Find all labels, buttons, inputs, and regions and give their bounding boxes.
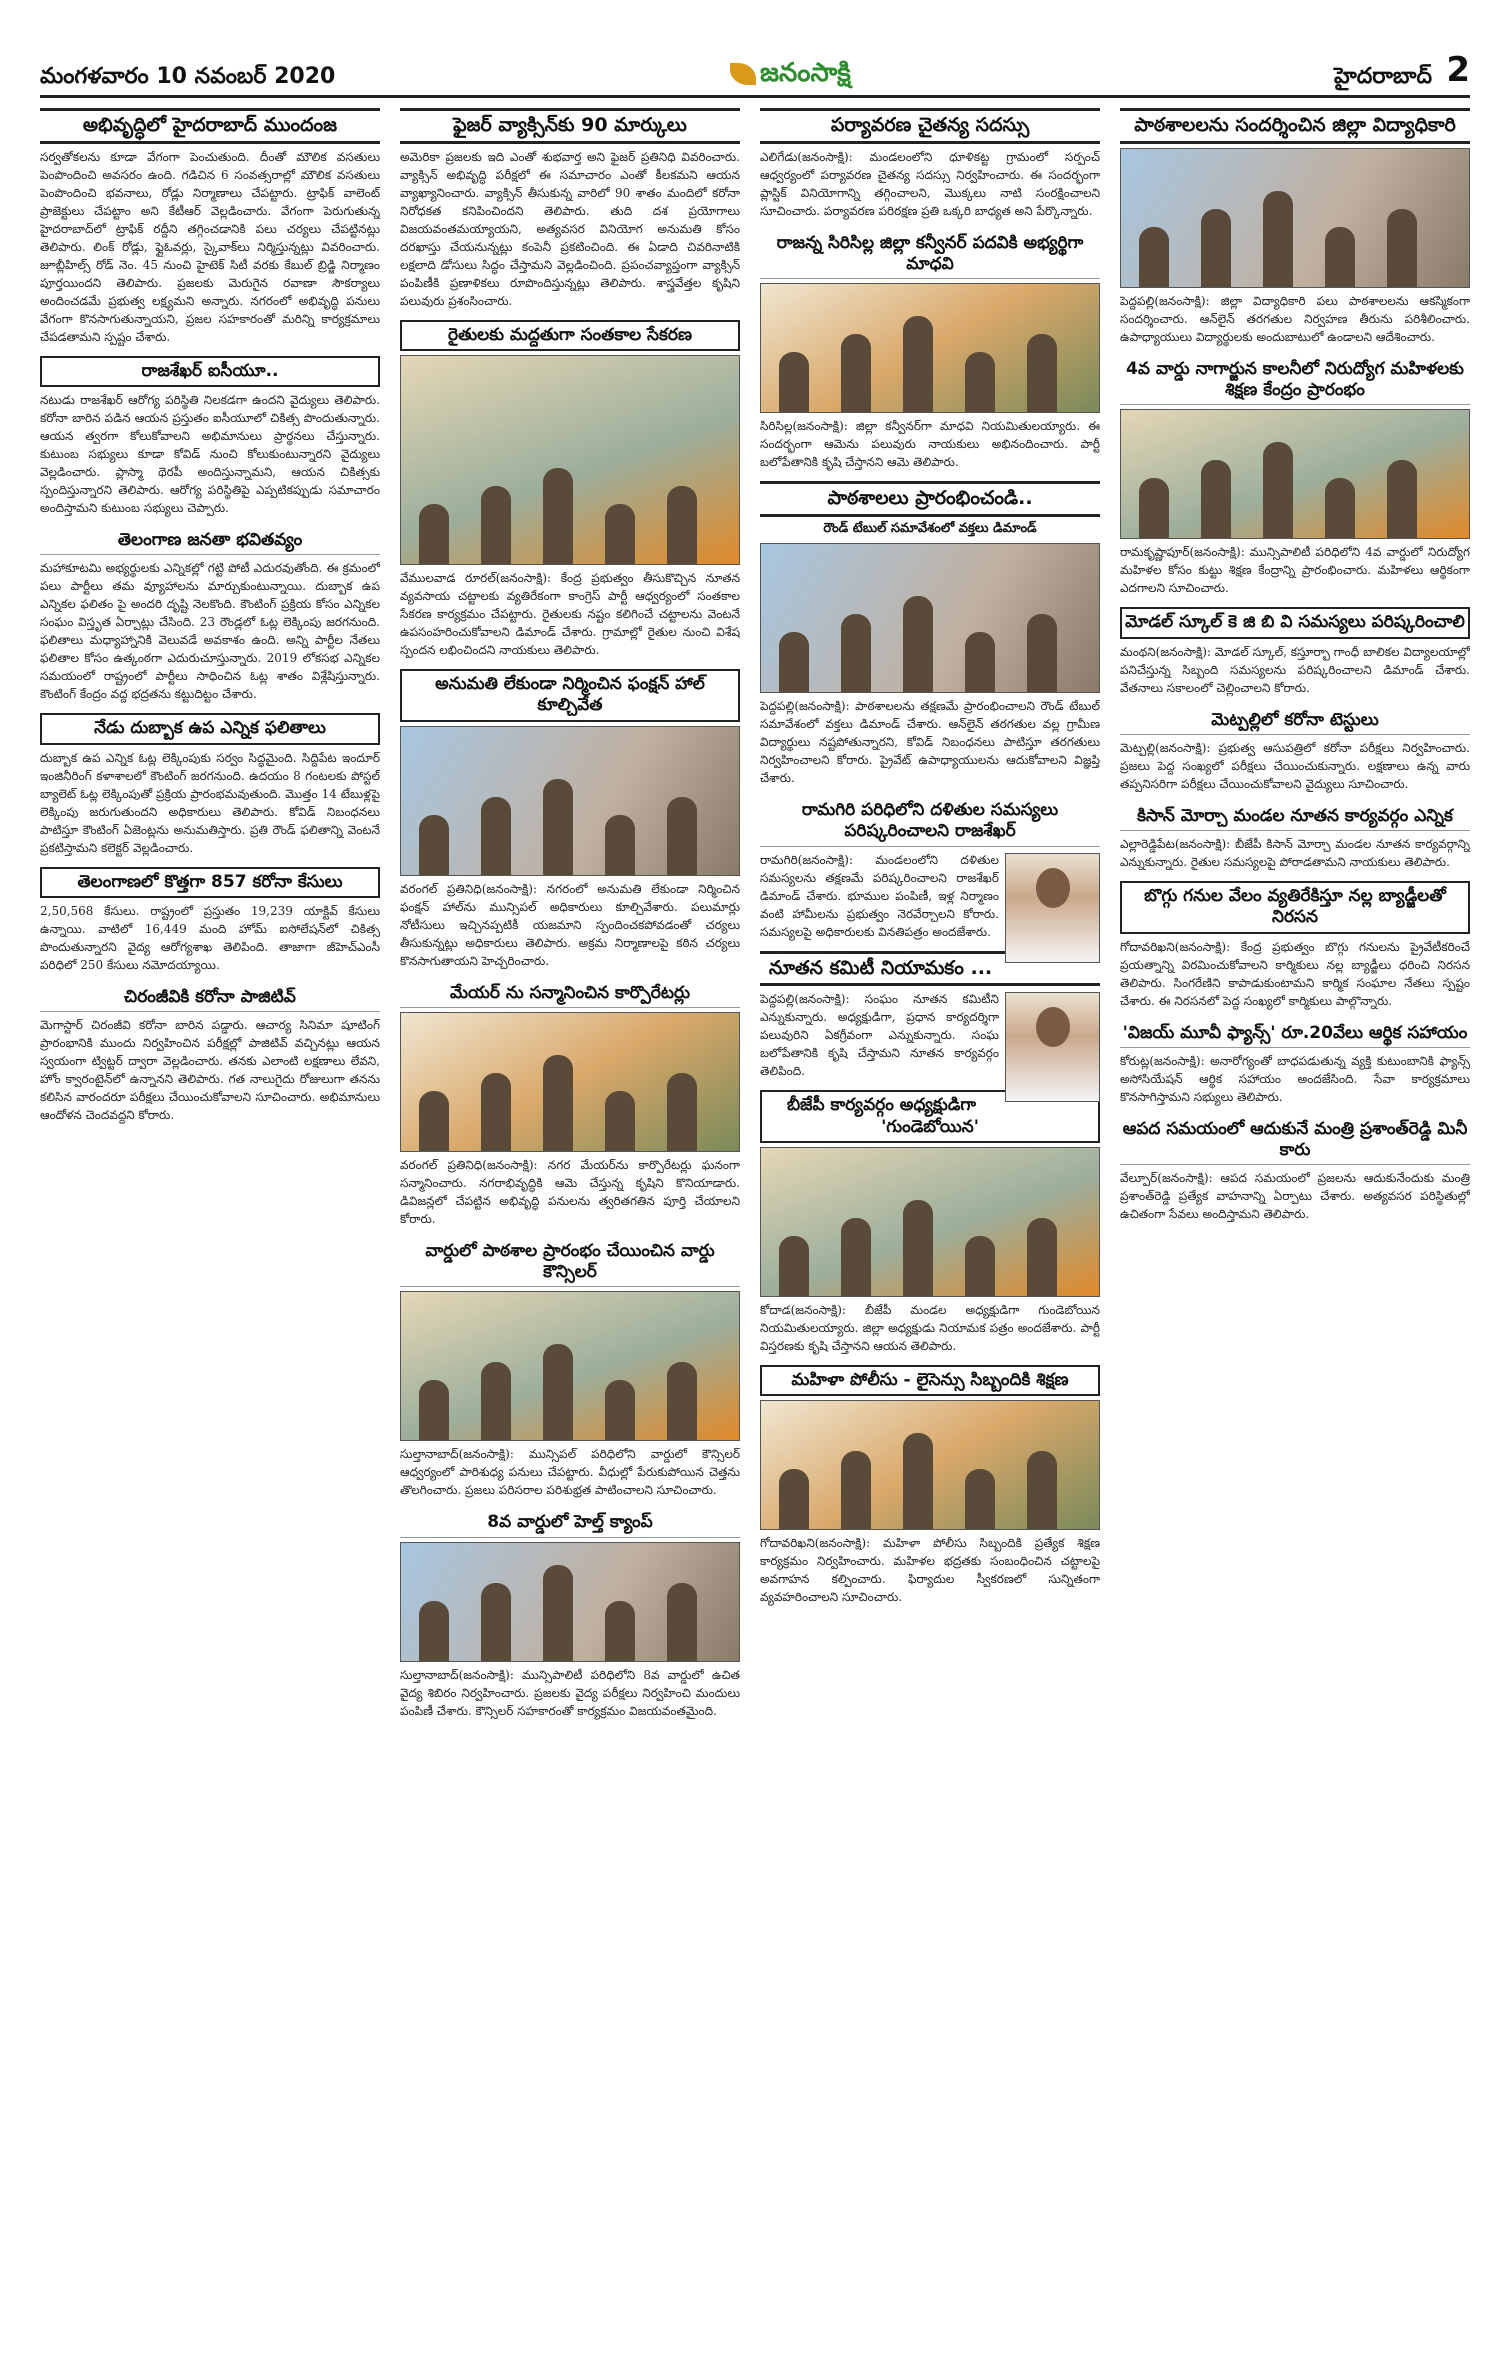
- story-headline: అభివృద్ధిలో హైదరాబాద్ ముందంజ: [40, 108, 380, 144]
- news-story: [40, 713, 380, 856]
- story-subheadline: రౌండ్ టేబుల్ సమావేశంలో వక్తలు డిమాండ్: [823, 521, 1037, 536]
- photo-person-figure: [481, 486, 511, 564]
- story-body: [760, 1301, 1100, 1355]
- news-story: [400, 1509, 740, 1719]
- news-story: [400, 108, 740, 310]
- news-story: [400, 320, 740, 659]
- story-text: నటుడు రాజశేఖర్ ఆరోగ్య పరిస్థితి నిలకడగా ఉందని వైద్యులు తెలిపారు. కరోనా బారిన పడిన ఆయన ప్రస్తుతం ఐసీయూలో చికిత్స పొందుతున్నారు. ఆయన త్వరగా కోలుకోవాలని అభిమానులు ప్రార్థనలు చేస్తున్నారు. కుటుంబ సభ్యులు కూడా కోవిడ్ నుంచి కోలుకుంటున్నారని వైద్యులు వెల్లడించారు. ప్లాస్మా థెరపీ అందిస్తున్నామని, ఆయన చికిత్సకు స్పందిస్తున్నారని తెలిపారు. ఆరోగ్య పరిస్థితిపై ఎప్పటికప్పుడు సమాచారం అందిస్తామని కుటుంబ సభ్యులు చెప్పారు.: [40, 393, 380, 515]
- photo-person-figure: [605, 1601, 635, 1661]
- story-headline: బొగ్గు గనుల వేలం వ్యతిరేకిస్తూ నల్ల బ్యాడ్జీలతో నిరసన: [1120, 881, 1470, 934]
- photo-person-figure: [667, 1362, 697, 1440]
- story-headline: రైతులకు మద్దతుగా సంతకాల సేకరణ: [400, 320, 740, 351]
- story-headline: రాజన్న సిరిసిల్ల జిల్లా కన్వీనర్ పదవికి అభ్యర్థిగా మాధవి: [760, 230, 1100, 280]
- story-body: [40, 391, 380, 517]
- photo-person-figure: [1201, 460, 1231, 538]
- story-text: 2,50,568 కేసులు. రాష్ట్రంలో ప్రస్తుతం 19,239 యాక్టివ్ కేసులు ఉన్నాయి. వాటిలో 16,449 మంది హోమ్ ఐసోలేషన్‌లో చికిత్స పొందుతున్నారని వైద్య ఆరోగ్యశాఖ తెలిపింది. తాజాగా జీహెచ్ఎంసీ పరిధిలో 250 కేసులు నమోదయ్యాయి.: [40, 903, 380, 972]
- news-story: [760, 1365, 1100, 1606]
- story-headline: ఫైజర్ వ్యాక్సిన్‌కు 90 మార్కులు: [400, 108, 740, 144]
- news-story: [1120, 707, 1470, 793]
- news-story: [1120, 881, 1470, 1010]
- story-text: పెద్దపల్లి(జనంసాక్షి): పాఠశాలలను తక్షణమే ప్రారంభించాలని రౌండ్ టేబుల్ సమావేశంలో వక్తలు డిమాండ్ చేశారు. ఆన్‌లైన్ తరగతుల వల్ల గ్రామీణ విద్యార్థులు నష్టపోతున్నారని, కోవిడ్ నిబంధనలు పాటిస్తూ తరగతులు నిర్వహించాలని కోరారు. ప్రైవేట్ ఉపాధ్యాయులను ఆదుకోవాలని విజ్ఞప్తి చేశారు.: [760, 699, 1100, 785]
- photo-person-figure: [1325, 227, 1355, 287]
- photo-person-figure: [903, 596, 933, 692]
- story-text: మెగాస్టార్ చిరంజీవి కరోనా బారిన పడ్డారు. ఆచార్య సినిమా షూటింగ్ ప్రారంభానికి ముందు నిర్వహించిన పరీక్షల్లో పాజిటివ్ వచ్చినట్లు ఆయన స్వయంగా ట్విట్టర్ ద్వారా వెల్లడించారు. తనకు ఎలాంటి లక్షణాలు లేవని, హోం క్వారంటైన్‌లో ఉన్నానని తెలిపారు. గత నాలుగైదు రోజులుగా తనను కలిసిన వారందరూ పరీక్షలు చేయించుకోవాలని సూచించారు. అభిమానులు ఆందోళన చెందవద్దని కోరారు.: [40, 1018, 380, 1122]
- news-story: [760, 481, 1100, 787]
- column-3: [760, 108, 1100, 2317]
- story-headline: మేయర్ ను సన్మానించిన కార్పొరేటర్లు: [400, 980, 740, 1008]
- story-headline: తెలంగాణ జనతా భవితవ్యం: [40, 527, 380, 555]
- photo-person-figure: [481, 1583, 511, 1661]
- story-headline: ఆపద సమయంలో ఆదుకునే మంత్రి ప్రశాంత్‌రెడ్డి మినీ కారు: [1120, 1116, 1470, 1166]
- story-text: కోరుట్ల(జనంసాక్షి): అనారోగ్యంతో బాధపడుతున్న వ్యక్తి కుటుంబానికి ఫ్యాన్స్ అసోసియేషన్ ఆర్థిక సహాయం అందజేసింది. సేవా కార్యక్రమాలు కొనసాగిస్తామని సభ్యులు తెలిపారు.: [1120, 1053, 1470, 1104]
- portrait-photo: [1005, 853, 1100, 963]
- news-story: [1120, 803, 1470, 871]
- story-text: పెద్దపల్లి(జనంసాక్షి): జిల్లా విద్యాధికారి పలు పాఠశాలలను ఆకస్మికంగా సందర్శించారు. ఆన్‌లైన్ తరగతుల నిర్వహణ తీరును పరిశీలించారు. ఉపాధ్యాయులు విద్యార్థులకు అందుబాటులో ఉండాలని ఆదేశించారు.: [1120, 293, 1470, 344]
- story-headline: పర్యావరణ చైతన్య సదస్సు: [760, 108, 1100, 144]
- photo-person-figure: [1325, 478, 1355, 538]
- photo-person-figure: [1387, 460, 1417, 538]
- story-body: [1120, 643, 1470, 697]
- photo-person-figure: [779, 1236, 809, 1296]
- news-photo: [400, 726, 740, 876]
- story-body: [400, 148, 740, 310]
- photo-person-figure: [1387, 209, 1417, 287]
- story-text: ఎలిగేడు(జనంసాక్షి): మండలంలోని ధూళికట్ట గ్రామంలో సర్పంచ్ ఆధ్వర్యంలో పర్యావరణ చైతన్య సదస్సు నిర్వహించారు. ఈ సందర్భంగా ప్లాస్టిక్ వినియోగాన్ని తగ్గించాలని, మొక్కలు నాటి సంరక్షించాలని సూచించారు. పర్యావరణ పరిరక్షణ ప్రతి ఒక్కరి బాధ్యత అని పేర్కొన్నారు.: [760, 149, 1100, 218]
- story-headline: పాఠశాలలను సందర్శించిన జిల్లా విద్యాధికారి: [1120, 108, 1470, 144]
- story-text: సుల్తానాబాద్(జనంసాక్షి): మున్సిపాలిటీ పరిధిలోని 8వ వార్డులో ఉచిత వైద్య శిబిరం నిర్వహించారు. ప్రజలకు వైద్య పరీక్షలు నిర్వహించి మందులు పంపిణీ చేశారు. కౌన్సిలర్ సహకారంతో కార్యక్రమం విజయవంతమైంది.: [400, 1667, 740, 1718]
- photo-person-figure: [965, 632, 995, 692]
- story-text: సుల్తానాబాద్(జనంసాక్షి): మున్సిపల్ పరిధిలోని వార్డులో కౌన్సిలర్ ఆధ్వర్యంలో పారిశుధ్య పనులు చేపట్టారు. వీధుల్లో పేరుకుపోయిన చెత్తను తొలగించారు. ప్రజలు పరిసరాల పరిశుభ్రత పాటించాలని సూచించారు.: [400, 1447, 740, 1498]
- column-1: [40, 108, 380, 2317]
- story-headline: వార్డులో పాఠశాల ప్రారంభం చేయించిన వార్డు కౌన్సిలర్: [400, 1238, 740, 1288]
- story-body: [400, 569, 740, 659]
- news-photo: [760, 543, 1100, 693]
- photo-person-figure: [419, 504, 449, 564]
- photo-person-figure: [419, 1091, 449, 1151]
- story-text: సర్వతోకలను కూడా వేగంగా పెంచుతుంది. దీంతో మౌలిక వసతులు పెంపొందించి అవసరం ఉంది. గడిచిన 6 సంవత్సరాల్లో మౌలిక వసతులు పెంపొందించి భవనాలు, రోడ్లు నిర్మాణాలు చేపట్టారు. ట్రాఫిక్ వాలెంట్ ప్రాజెక్టులు చేపట్టాం అని కేటీఆర్ వెల్లడించారు. వేగంగా పెరుగుతున్న హైదరాబాద్‌లో ట్రాఫిక్ రద్దీని తగ్గించడానికి పలు చర్యలు చేపట్టినట్లు తెలిపారు. లింక్ రోడ్లు, ఫ్లైఓవర్లు, స్కైవాక్‌లు నిర్మిస్తున్నట్లు వివరించారు. జూబ్లీహిల్స్ రోడ్ నెం. 45 నుంచి హైటెక్ సిటీ వరకు కేబుల్ బ్రిడ్జి నిర్మాణం పూర్తయిందని తెలిపారు. ప్రజలకు మెరుగైన రవాణా సౌకర్యాలు అందించడమే ప్రభుత్వ లక్ష్యమని అన్నారు. నగరంలో అభివృద్ధి పనులు వేగంగా కొనసాగుతున్నాయని, ప్రజల సహకారంతో మరిన్ని కార్యక్రమాలు చేపడతామని స్పష్టం చేశారు.: [40, 149, 380, 344]
- news-story: [400, 669, 740, 970]
- news-story: [40, 108, 380, 346]
- story-text: మెట్పల్లి(జనంసాక్షి): ప్రభుత్వ ఆసుపత్రిలో కరోనా పరీక్షలు నిర్వహించారు. ప్రజలు పెద్ద సంఖ్యలో పరీక్షలు చేయించుకున్నారు. లక్షణాలు ఉన్న వారు తప్పనిసరిగా పరీక్షలు చేయించుకోవాలని వైద్యులు సూచించారు.: [1120, 740, 1470, 791]
- photo-person-figure: [1027, 1218, 1057, 1296]
- story-body: [1120, 543, 1470, 597]
- story-body: [400, 880, 740, 970]
- photo-person-figure: [605, 504, 635, 564]
- news-story: [400, 980, 740, 1228]
- story-text: రామకృష్ణాపూర్(జనంసాక్షి): మున్సిపాలిటీ పరిధిలోని 4వ వార్డులో నిరుద్యోగ మహిళల కోసం కుట్టు శిక్షణ కేంద్రాన్ని ప్రారంభించారు. మహిళలు ఆర్థికంగా ఎదగాలని సూచించారు.: [1120, 545, 1470, 596]
- story-body: [400, 1156, 740, 1228]
- story-body: [760, 851, 1100, 941]
- story-text: వరంగల్ ప్రతినిధి(జనంసాక్షి): నగర మేయర్‌ను కార్పొరేటర్లు ఘనంగా సన్మానించారు. నగరాభివృద్ధికి ఆమె చేస్తున్న కృషిని కొనియాడారు. డివిజన్లలో చేపట్టిన అభివృద్ధి పనులను త్వరితగతిన పూర్తి చేయాలని కోరారు.: [400, 1157, 740, 1226]
- story-body: [1120, 1169, 1470, 1223]
- photo-person-figure: [965, 1236, 995, 1296]
- news-story: [40, 356, 380, 517]
- photo-person-figure: [903, 1200, 933, 1296]
- photo-person-figure: [481, 1073, 511, 1151]
- story-headline: అనుమతి లేకుండా నిర్మించిన ఫంక్షన్ హాల్ కూల్చివేత: [400, 669, 740, 722]
- news-story: [760, 1090, 1100, 1355]
- news-story: [1120, 1116, 1470, 1224]
- news-story: [1120, 108, 1470, 346]
- news-photo: [760, 283, 1100, 413]
- story-body: [1120, 1052, 1470, 1106]
- photo-person-figure: [841, 1451, 871, 1529]
- news-story: [40, 527, 380, 703]
- news-photo: [1120, 409, 1470, 539]
- masthead: [40, 40, 1470, 98]
- story-text: రామగిరి(జనంసాక్షి): మండలంలోని దళితుల సమస్యలను తక్షణమే పరిష్కరించాలని రాజశేఖర్ డిమాండ్ చేశారు. భూముల పంపిణీ, ఇళ్ల నిర్మాణం వంటి హామీలను ప్రభుత్వం నెరవేర్చాలని కోరారు. సమస్యలపై అధికారులకు వినతిపత్రం అందజేశారు.: [760, 852, 999, 939]
- story-text: ఎల్లారెడ్డిపేట(జనంసాక్షి): బీజేపీ కిసాన్ మోర్చా మండల నూతన కార్యవర్గాన్ని ఎన్నుకున్నారు. రైతుల సమస్యలపై పోరాడతామని నాయకులు తెలిపారు.: [1120, 837, 1470, 869]
- news-story: [40, 984, 380, 1124]
- story-text: దుబ్బాక ఉప ఎన్నిక ఓట్ల లెక్కింపుకు సర్వం సిద్ధమైంది. సిద్దిపేట ఇందూర్ ఇంజినీరింగ్ కళాశాలలో కౌంటింగ్ జరగనుంది. ఉదయం 8 గంటలకు పోస్టల్ బ్యాలెట్ ఓట్ల లెక్కింపుతో ప్రక్రియ ప్రారంభమవుతుంది. మొత్తం 14 టేబుళ్లపై లెక్కింపు జరుగుతుందని అధికారులు తెలిపారు. కోవిడ్ నిబంధనలు పాటిస్తూ కౌంటింగ్ ఏజెంట్లను అనుమతిస్తారు. ప్రతి రౌండ్ ఫలితాన్ని వెంటనే ప్రకటిస్తామని కలెక్టర్ వెల్లడించారు.: [40, 750, 380, 855]
- photo-person-figure: [1027, 1451, 1057, 1529]
- photo-person-figure: [543, 779, 573, 875]
- photo-person-figure: [779, 1469, 809, 1529]
- news-photo: [400, 1291, 740, 1441]
- photo-person-figure: [667, 797, 697, 875]
- news-story: [760, 108, 1100, 220]
- photo-person-figure: [1201, 209, 1231, 287]
- story-headline: రామగిరి పరిధిలోని దళితుల సమస్యలు పరిష్కరించాలని రాజశేఖర్: [760, 797, 1100, 847]
- story-body: [1120, 835, 1470, 871]
- photo-person-figure: [779, 632, 809, 692]
- news-photo: [400, 1012, 740, 1152]
- story-text: మహాకూటమి అభ్యర్థులకు ఎన్నికల్లో గట్టి పోటీ ఎదురవుతోంది. ఈ క్రమంలో పలు పార్టీలు తమ వ్యూహాలను మార్చుకుంటున్నాయి. దుబ్బాక ఉప ఎన్నికల ఫలితం పై అందరి దృష్టి నెలకొంది. కౌంటింగ్ ప్రక్రియ కోసం ఎన్నికల సంఘం విస్తృత ఏర్పాట్లు చేసింది. 23 రౌండ్లలో ఓట్ల లెక్కింపు జరగనుంది. ఫలితాలు మధ్యాహ్నానికి వెలువడే అవకాశం ఉంది. అన్ని పార్టీల నేతలు ఫలితాల కోసం ఉత్కంఠగా ఎదురుచూస్తున్నారు. 2019 లోకసభ ఎన్నికల సమయంలో రాష్ట్రంలో పార్టీలు సాధించిన ఓట్ల శాతం విశ్లేషిస్తున్నారు. కౌంటింగ్ కేంద్రం వద్ద భద్రతను కట్టుదిట్టం చేశారు.: [40, 561, 380, 702]
- photo-person-figure: [1263, 191, 1293, 287]
- story-headline: పాఠశాలలు ప్రారంభించండి..: [760, 481, 1100, 517]
- photo-person-figure: [1263, 442, 1293, 538]
- photo-person-figure: [543, 468, 573, 564]
- column-2: [400, 108, 740, 2317]
- news-photo: [400, 355, 740, 565]
- photo-person-figure: [667, 486, 697, 564]
- story-body: [760, 697, 1100, 787]
- story-body: [1120, 739, 1470, 793]
- story-body: [40, 749, 380, 857]
- news-story: [760, 951, 1100, 1081]
- story-headline: రాజశేఖర్ ఐసీయూ..: [40, 356, 380, 387]
- story-body: [760, 1534, 1100, 1606]
- photo-person-figure: [605, 1380, 635, 1440]
- story-text: గోదావరిఖని(జనంసాక్షి): కేంద్ర ప్రభుత్వం బొగ్గు గనులను ప్రైవేటీకరించే ప్రయత్నాన్ని విరమించుకోవాలని కార్మికులు నల్ల బ్యాడ్జీలు ధరించి నిరసన తెలిపారు. సింగరేణిని కాపాడుకుంటామని కార్మిక సంఘాల నేతలు స్పష్టం చేశారు. ఈ నిరసనలో పెద్ద సంఖ్యలో కార్మికులు పాల్గొన్నారు.: [1120, 939, 1470, 1008]
- story-headline: నేడు దుబ్బాక ఉప ఎన్నిక ఫలితాలు: [40, 713, 380, 744]
- photo-person-figure: [1027, 334, 1057, 412]
- photo-person-figure: [1139, 227, 1169, 287]
- story-text: అమెరికా ప్రజలకు ఇది ఎంతో శుభవార్త అని ఫైజర్ ప్రతినిధి వివరించారు. వ్యాక్సిన్ అభివృద్ధి పరీక్షలో ఈ సమాచారం ఎంతో కీలకమని ఆయన వ్యాఖ్యానించారు. వ్యాక్సిన్ తీసుకున్న వారిలో 90 శాతం మందిలో కరోనా నిరోధకత కనిపించిందని తెలిపారు. తుది దశ ప్రయోగాలు విజయవంతమయ్యాయని, అత్యవసర వినియోగ అనుమతి కోసం దరఖాస్తు చేయనున్నట్లు కంపెనీ ప్రకటించింది. ఈ ఏడాది చివరినాటికి లక్షలాది డోసులు సిద్ధం చేస్తామని వెల్లడించింది. ప్రపంచవ్యాప్తంగా వ్యాక్సిన్ పంపిణీకి ప్రణాళికలు రూపొందిస్తున్నట్లు తెలిపారు. శాస్త్రవేత్తల కృషిని పలువురు ప్రశంసించారు.: [400, 149, 740, 308]
- photo-person-figure: [481, 797, 511, 875]
- story-headline: 'విజయ్ మూవీ ఫ్యాన్స్' రూ.20వేలు ఆర్థిక సహాయం: [1120, 1020, 1470, 1048]
- story-body: [40, 148, 380, 346]
- column-4: [1120, 108, 1470, 2317]
- story-body: [1120, 938, 1470, 1010]
- photo-person-figure: [841, 614, 871, 692]
- photo-person-figure: [667, 1583, 697, 1661]
- news-photo: [760, 1400, 1100, 1530]
- photo-person-figure: [903, 316, 933, 412]
- photo-person-figure: [543, 1344, 573, 1440]
- brand-name: జనంసాక్షి: [760, 58, 851, 88]
- news-story: [760, 797, 1100, 941]
- newspaper-brand: [730, 58, 851, 94]
- photo-person-figure: [779, 352, 809, 412]
- story-text: సిరిసిల్ల(జనంసాక్షి): జిల్లా కన్వీనర్‌గా మాధవి నియమితులయ్యారు. ఈ సందర్భంగా ఆమెను పలువురు నాయకులు అభినందించారు. పార్టీ బలోపేతానికి కృషి చేస్తానని ఆమె తెలిపారు.: [760, 419, 1100, 470]
- photo-person-figure: [1027, 614, 1057, 692]
- story-headline: మోడల్ స్కూల్ కె జి బి వి సమస్యలు పరిష్కరించాలి: [1120, 607, 1470, 638]
- photo-person-figure: [841, 334, 871, 412]
- leaf-logo-icon: [730, 63, 756, 85]
- news-story: [400, 1238, 740, 1500]
- photo-person-figure: [965, 1469, 995, 1529]
- story-headline: మెట్పల్లిలో కరోనా టెస్టులు: [1120, 707, 1470, 735]
- photo-person-figure: [543, 1055, 573, 1151]
- photo-person-figure: [605, 1091, 635, 1151]
- story-text: మంథని(జనంసాక్షి): మోడల్ స్కూల్, కస్తూర్బా గాంధీ బాలికల విద్యాలయాల్లో పనిచేస్తున్న సిబ్బంది సమస్యలను పరిష్కరించాలని డిమాండ్ చేశారు. వేతనాలు సకాలంలో చెల్లించాలని కోరారు.: [1120, 644, 1470, 695]
- story-headline: బీజేపీ కార్యవర్గం అధ్యక్షుడిగా 'గుండెబోయిన': [760, 1090, 1100, 1143]
- story-body: [400, 1445, 740, 1499]
- story-headline: 4వ వార్డు నాగార్జున కాలనీలో నిరుద్యోగ మహిళలకు శిక్షణ కేంద్రం ప్రారంభం: [1120, 356, 1470, 406]
- story-body: [400, 1666, 740, 1720]
- photo-person-figure: [419, 815, 449, 875]
- news-story: [1120, 1020, 1470, 1106]
- story-text: గోదావరిఖని(జనంసాక్షి): మహిళా పోలీసు సిబ్బందికి ప్రత్యేక శిక్షణ కార్యక్రమం నిర్వహించారు. మహిళల భద్రతకు సంబంధించిన చట్టాలపై అవగాహన కల్పించారు. ఫిర్యాదుల స్వీకరణలో సున్నితంగా వ్యవహరించాలని సూచించారు.: [760, 1536, 1100, 1604]
- story-body: [40, 902, 380, 974]
- story-body: [760, 148, 1100, 220]
- page-number: 2: [1446, 50, 1470, 90]
- story-text: పెద్దపల్లి(జనంసాక్షి): సంఘం నూతన కమిటీని ఎన్నుకున్నారు. అధ్యక్షుడిగా, ప్రధాన కార్యదర్శిగా పలువురిని ఏకగ్రీవంగా ఎన్నుకున్నారు. సంఘ బలోపేతానికి కృషి చేస్తామని నూతన కార్యవర్గం తెలిపింది.: [760, 992, 999, 1079]
- photo-person-figure: [841, 1218, 871, 1296]
- story-text: కోదాడ(జనంసాక్షి): బీజేపీ మండల అధ్యక్షుడిగా గుండెబోయిన నియమితులయ్యారు. జిల్లా అధ్యక్షుడు నియామక పత్రం అందజేశారు. పార్టీ విస్తరణకు కృషి చేస్తానని ఆయన తెలిపారు.: [760, 1302, 1100, 1353]
- news-photo: [1120, 148, 1470, 288]
- news-story: [760, 230, 1100, 472]
- story-body: [40, 559, 380, 703]
- news-photo: [400, 1542, 740, 1662]
- photo-person-figure: [481, 1362, 511, 1440]
- photo-person-figure: [605, 815, 635, 875]
- story-body: [1120, 292, 1470, 346]
- story-headline: 8వ వార్డులో హెల్త్ క్యాంప్: [400, 1509, 740, 1537]
- photo-person-figure: [965, 352, 995, 412]
- photo-person-figure: [1139, 478, 1169, 538]
- issue-date: మంగళవారం 10 నవంబర్ 2020: [40, 64, 336, 89]
- edition-city: హైదరాబాద్: [1334, 64, 1432, 89]
- story-headline: కిసాన్ మోర్చా మండల నూతన కార్యవర్గం ఎన్నిక: [1120, 803, 1470, 831]
- story-body: [760, 990, 1100, 1080]
- story-headline: చిరంజీవికి కరోనా పాజిటివ్: [40, 984, 380, 1012]
- story-headline: తెలంగాణలో కొత్తగా 857 కరోనా కేసులు: [40, 867, 380, 898]
- photo-person-figure: [419, 1601, 449, 1661]
- story-body: [760, 417, 1100, 471]
- story-body: [40, 1016, 380, 1124]
- photo-person-figure: [419, 1380, 449, 1440]
- photo-person-figure: [667, 1073, 697, 1151]
- story-text: వరంగల్ ప్రతినిధి(జనంసాక్షి): నగరంలో అనుమతి లేకుండా నిర్మించిన ఫంక్షన్ హాల్‌ను మున్సిపల్ అధికారులు కూల్చివేశారు. పలుమార్లు నోటీసులు ఇచ్చినప్పటికీ యజమాని స్పందించకపోవడంతో చర్యలు తీసుకున్నట్లు అధికారులు తెలిపారు. అక్రమ నిర్మాణాలపై కఠిన చర్యలు కొనసాగుతాయని హెచ్చరించారు.: [400, 881, 740, 968]
- story-headline: మహిళా పోలీసు - లైసెన్సు సిబ్బందికి శిక్షణ: [760, 1365, 1100, 1396]
- news-photo: [760, 1147, 1100, 1297]
- story-text: వేములవాడ రూరల్(జనంసాక్షి): కేంద్ర ప్రభుత్వం తీసుకొచ్చిన నూతన వ్యవసాయ చట్టాలకు వ్యతిరేకంగా కాంగ్రెస్ పార్టీ ఆధ్వర్యంలో సంతకాల సేకరణ కార్యక్రమం చేపట్టారు. రైతులకు నష్టం కలిగించే చట్టాలను వెంటనే ఉపసంహరించుకోవాలని డిమాండ్ చేశారు. గ్రామాల్లో రైతుల నుంచి విశేష స్పందన లభించిందని నాయకులు తెలిపారు.: [400, 571, 740, 657]
- photo-person-figure: [543, 1565, 573, 1661]
- news-story: [40, 867, 380, 974]
- portrait-photo: [1005, 992, 1100, 1102]
- story-headline: నూతన కమిటీ నియామకం ...: [760, 951, 1100, 987]
- photo-person-figure: [903, 1433, 933, 1529]
- story-text: వేల్పూర్(జనంసాక్షి): ఆపద సమయంలో ప్రజలను ఆదుకునేందుకు మంత్రి ప్రశాంత్‌రెడ్డి ప్రత్యేక వాహనాన్ని ఏర్పాటు చేశారు. అత్యవసర పరిస్థితుల్లో ఉచితంగా సేవలు అందిస్తామని తెలిపారు.: [1120, 1171, 1470, 1222]
- news-story: [1120, 356, 1470, 598]
- news-story: [1120, 607, 1470, 696]
